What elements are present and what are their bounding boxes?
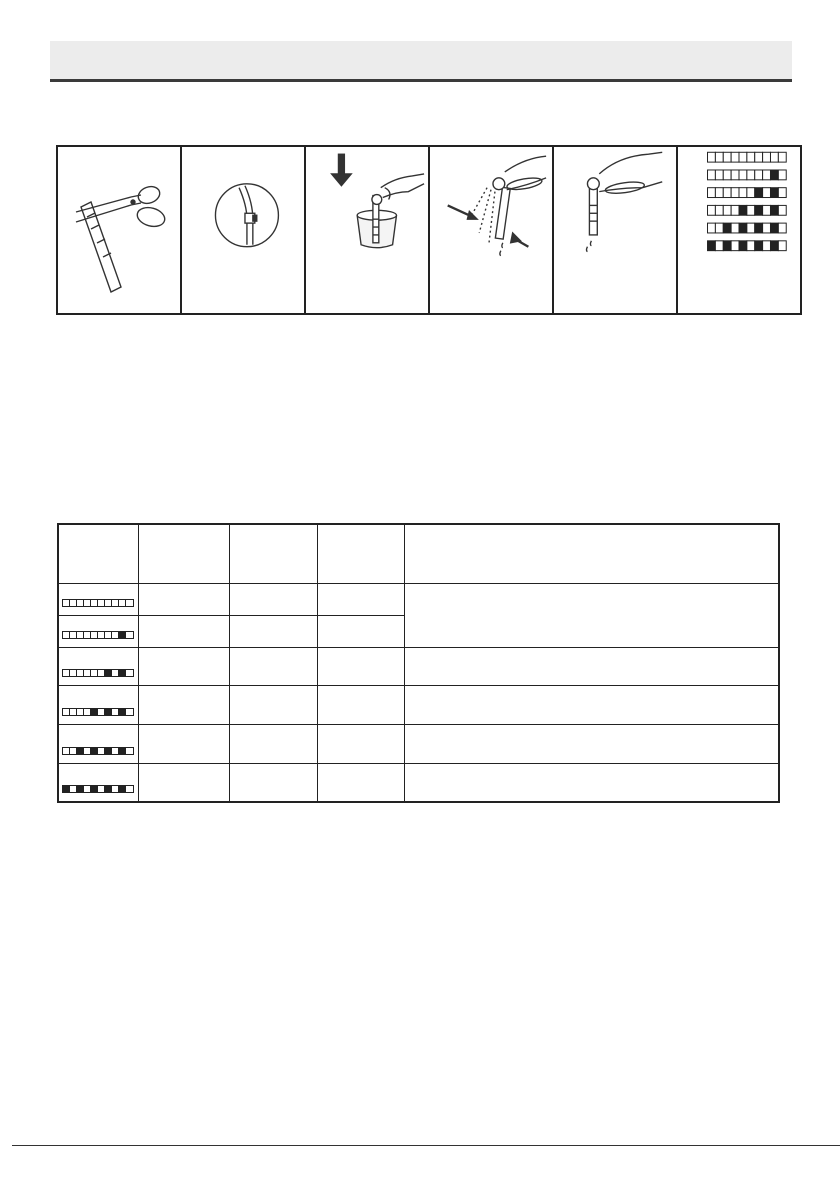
strip-square	[84, 600, 91, 606]
strip-square	[105, 709, 112, 715]
table-cell	[317, 763, 404, 802]
header-cell	[229, 524, 317, 583]
scale-square	[770, 188, 778, 198]
scale-square	[778, 205, 786, 215]
scale-square	[755, 152, 763, 162]
scale-square	[723, 188, 731, 198]
strip-square	[63, 632, 70, 638]
strip-square	[84, 709, 91, 715]
header-cell	[317, 524, 404, 583]
strip-cell	[58, 647, 138, 685]
strip-cell	[58, 583, 138, 615]
scale-square	[731, 223, 739, 233]
strip-square	[105, 600, 112, 606]
strip-square	[119, 670, 126, 676]
strip-square	[63, 786, 70, 792]
scale-square	[747, 188, 755, 198]
strip-bend-icon	[182, 147, 304, 313]
table-cell	[229, 615, 317, 647]
scale-square	[755, 170, 763, 180]
step-6	[678, 147, 800, 313]
scale-square	[770, 241, 778, 251]
scale-square	[739, 170, 747, 180]
step-1	[58, 147, 182, 313]
scale-square	[731, 152, 739, 162]
step-4	[430, 147, 554, 313]
strip-square	[98, 709, 105, 715]
step-5	[554, 147, 678, 313]
table-row	[58, 647, 779, 685]
scale-square	[763, 241, 771, 251]
strip-square	[98, 600, 105, 606]
scissors-cut-strip-icon	[58, 147, 180, 313]
test-strip	[62, 785, 134, 793]
scale-square	[770, 152, 778, 162]
table-header-row	[58, 524, 779, 583]
scale-square	[755, 223, 763, 233]
table-cell	[138, 647, 229, 685]
table-cell	[229, 647, 317, 685]
scale-square	[747, 170, 755, 180]
scale-square	[739, 188, 747, 198]
table-cell	[229, 685, 317, 724]
scale-square	[723, 223, 731, 233]
strip-square	[63, 670, 70, 676]
strip-square	[70, 670, 77, 676]
table-row	[58, 724, 779, 763]
scale-square	[708, 152, 716, 162]
strip-square	[84, 632, 91, 638]
strip-square	[84, 786, 91, 792]
scale-square	[778, 170, 786, 180]
strip-square	[70, 600, 77, 606]
strip-square	[126, 709, 133, 715]
table-cell	[317, 647, 404, 685]
strip-square	[98, 748, 105, 754]
water-hardness-table	[57, 523, 780, 803]
scale-square	[739, 223, 747, 233]
scale-square	[763, 223, 771, 233]
table-cell	[229, 763, 317, 802]
table-cell	[404, 647, 779, 685]
dip-strip-in-water-icon	[306, 147, 428, 313]
strip-square	[77, 632, 84, 638]
shake-off-strip-icon	[430, 147, 552, 313]
strip-square	[77, 600, 84, 606]
scale-square	[731, 188, 739, 198]
test-strip	[62, 631, 134, 639]
table-cell	[317, 685, 404, 724]
table-cell	[404, 763, 779, 802]
scale-square	[715, 188, 723, 198]
scale-square	[763, 152, 771, 162]
scale-square	[747, 241, 755, 251]
strip-square	[91, 632, 98, 638]
scale-square	[708, 241, 716, 251]
table-row	[58, 763, 779, 802]
test-strip-steps	[56, 145, 802, 315]
strip-square	[84, 670, 91, 676]
test-strip	[62, 599, 134, 607]
strip-square	[77, 709, 84, 715]
scale-square	[731, 241, 739, 251]
strip-cell	[58, 615, 138, 647]
scale-square	[778, 188, 786, 198]
scale-square	[763, 188, 771, 198]
table-cell	[404, 583, 779, 647]
scale-square	[723, 205, 731, 215]
strip-square	[63, 748, 70, 754]
strip-square	[70, 748, 77, 754]
scale-square	[755, 241, 763, 251]
header-cell	[58, 524, 138, 583]
strip-square	[105, 632, 112, 638]
table-cell	[138, 724, 229, 763]
scale-square	[708, 188, 716, 198]
strip-cell	[58, 685, 138, 724]
scale-square	[763, 205, 771, 215]
strip-square	[70, 786, 77, 792]
strip-cell	[58, 724, 138, 763]
scale-square	[715, 205, 723, 215]
scale-square	[770, 170, 778, 180]
table-cell	[317, 724, 404, 763]
scale-square	[755, 188, 763, 198]
strip-square	[119, 632, 126, 638]
scale-square	[739, 205, 747, 215]
scale-square	[778, 223, 786, 233]
strip-square	[112, 748, 119, 754]
strip-square	[105, 748, 112, 754]
strip-cell	[58, 763, 138, 802]
strip-square	[126, 786, 133, 792]
strip-square	[112, 600, 119, 606]
test-strip	[62, 669, 134, 677]
strip-square	[77, 786, 84, 792]
scale-square	[715, 241, 723, 251]
scale-square	[708, 170, 716, 180]
wait-strip-drip-icon	[554, 147, 676, 313]
header-cell	[404, 524, 779, 583]
scale-square	[731, 205, 739, 215]
table-cell	[229, 583, 317, 615]
scale-square	[708, 205, 716, 215]
step-2	[182, 147, 306, 313]
scale-square	[778, 241, 786, 251]
scale-square	[747, 205, 755, 215]
scale-square	[723, 170, 731, 180]
strip-square	[70, 709, 77, 715]
scale-square	[739, 241, 747, 251]
step-3	[306, 147, 430, 313]
strip-square	[98, 786, 105, 792]
strip-square	[126, 670, 133, 676]
strip-square	[112, 786, 119, 792]
test-strip	[62, 708, 134, 716]
strip-square	[63, 600, 70, 606]
strip-square	[112, 632, 119, 638]
strip-square	[119, 600, 126, 606]
strip-square	[84, 748, 91, 754]
scale-square	[755, 205, 763, 215]
strip-square	[77, 748, 84, 754]
strip-square	[119, 786, 126, 792]
strip-square	[98, 632, 105, 638]
table-row	[58, 583, 779, 615]
scale-square	[715, 223, 723, 233]
strip-square	[126, 748, 133, 754]
scale-square	[770, 223, 778, 233]
strip-square	[119, 709, 126, 715]
strip-square	[126, 600, 133, 606]
scale-square	[715, 152, 723, 162]
strip-square	[126, 632, 133, 638]
table-cell	[138, 615, 229, 647]
scale-square	[708, 223, 716, 233]
header-cell	[138, 524, 229, 583]
scale-square	[763, 170, 771, 180]
scale-square	[715, 170, 723, 180]
strip-square	[98, 670, 105, 676]
table-cell	[229, 724, 317, 763]
scale-square	[739, 152, 747, 162]
strip-square	[112, 670, 119, 676]
strip-square	[112, 709, 119, 715]
scale-square	[770, 205, 778, 215]
strip-square	[91, 748, 98, 754]
strip-square	[91, 786, 98, 792]
scale-square	[723, 241, 731, 251]
footer-rule	[12, 1145, 840, 1146]
test-strip	[62, 747, 134, 755]
scale-square	[723, 152, 731, 162]
table-cell	[404, 724, 779, 763]
table-row	[58, 685, 779, 724]
strip-square	[91, 709, 98, 715]
strip-square	[77, 670, 84, 676]
strip-square	[91, 670, 98, 676]
section-header-bar	[50, 41, 792, 82]
table-cell	[138, 763, 229, 802]
strip-square	[91, 600, 98, 606]
scale-square	[731, 170, 739, 180]
table-cell	[317, 615, 404, 647]
strip-square	[105, 786, 112, 792]
scale-square	[747, 152, 755, 162]
table-cell	[404, 685, 779, 724]
table-cell	[138, 685, 229, 724]
strip-square	[70, 632, 77, 638]
table-cell	[317, 583, 404, 615]
scale-square	[747, 223, 755, 233]
strip-square	[63, 709, 70, 715]
strip-square	[105, 670, 112, 676]
color-scale-icon	[678, 147, 800, 313]
table-cell	[138, 583, 229, 615]
scale-square	[778, 152, 786, 162]
strip-square	[119, 748, 126, 754]
